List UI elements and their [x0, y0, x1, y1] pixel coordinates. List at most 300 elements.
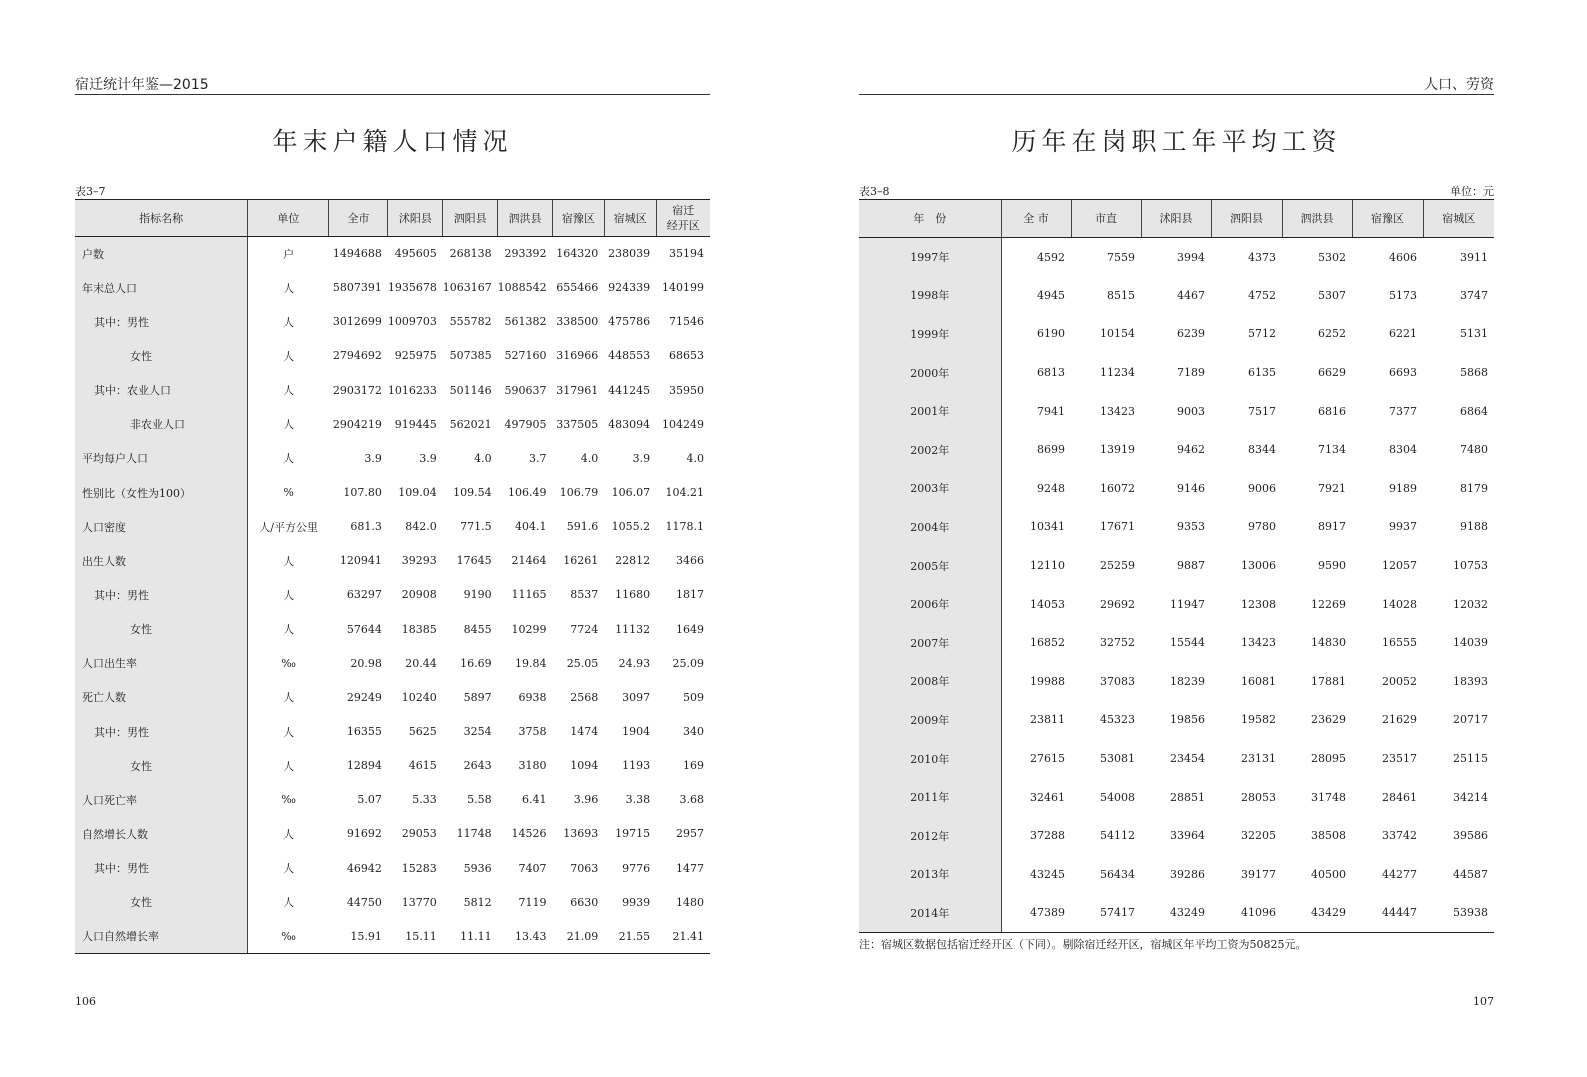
value-cell: 6864 — [1460, 404, 1488, 418]
value-cell: 4615 — [408, 759, 437, 773]
value-cell: 3994 — [1177, 250, 1205, 264]
value-cell: 7134 — [1318, 443, 1346, 457]
table-row — [859, 430, 1494, 469]
value-cell: 14526 — [511, 827, 547, 841]
value-cell: 501146 — [449, 383, 492, 397]
year-cell: 2014年 — [859, 894, 1001, 933]
row-label: 其中：男性 — [94, 725, 149, 739]
unit-cell: 人 — [283, 349, 295, 363]
row-label-cell — [75, 305, 248, 339]
year-cell: 1997年 — [859, 238, 1001, 277]
value-cell: 11947 — [1170, 597, 1205, 611]
value-cell: 8304 — [1389, 443, 1417, 457]
year-cell: 2005年 — [859, 546, 1001, 585]
unit-cell: 人 — [283, 418, 295, 432]
value-cell: 13423 — [1241, 636, 1276, 650]
value-cell: 11165 — [511, 588, 547, 602]
page-title-right: 历年在岗职工年平均工资 — [1011, 127, 1342, 156]
value-cell: 5936 — [463, 861, 492, 875]
value-cell: 14053 — [1030, 597, 1065, 611]
value-cell: 5897 — [463, 690, 492, 704]
unit-cell: 人/平方公里 — [259, 520, 318, 534]
value-cell: 340 — [683, 725, 704, 739]
value-cell: 25259 — [1100, 559, 1135, 573]
table-row — [75, 271, 710, 305]
row-label: 人口死亡率 — [82, 793, 137, 807]
value-cell: 20.44 — [405, 656, 437, 670]
value-cell: 15.11 — [388, 919, 443, 953]
value-cell: 28461 — [1382, 790, 1417, 804]
value-cell: 5807391 — [332, 281, 382, 295]
unit-cell: % — [283, 486, 294, 500]
value-cell: 47389 — [1001, 894, 1071, 933]
row-label-cell — [75, 578, 248, 612]
value-cell: 46942 — [346, 861, 382, 875]
value-cell: 11748 — [456, 827, 492, 841]
table-row — [75, 578, 710, 612]
value-cell: 8537 — [570, 588, 599, 602]
value-cell: 14028 — [1382, 597, 1417, 611]
value-cell: 1193 — [622, 759, 651, 773]
value-cell: 39293 — [401, 554, 437, 568]
value-cell: 2794692 — [332, 349, 382, 363]
value-cell: 3.68 — [679, 793, 704, 807]
value-cell: 27615 — [1030, 752, 1065, 766]
year-cell: 1999年 — [859, 315, 1001, 354]
row-label-cell — [75, 475, 248, 509]
column-header: 宿城区 — [604, 200, 656, 237]
value-cell: 3097 — [622, 690, 651, 704]
value-cell: 6.41 — [521, 793, 547, 807]
row-label: 其中：农业人口 — [94, 384, 171, 398]
value-cell: 1480 — [676, 895, 704, 909]
value-cell: 12110 — [1030, 559, 1065, 573]
value-cell: 316966 — [556, 349, 599, 363]
value-cell: 7480 — [1460, 443, 1488, 457]
row-label-cell — [75, 544, 248, 578]
value-cell: 10299 — [511, 622, 547, 636]
table-row — [75, 919, 710, 953]
value-cell: 1474 — [570, 725, 599, 739]
value-cell: 5131 — [1460, 327, 1488, 341]
value-cell: 1904 — [622, 725, 651, 739]
table-row — [859, 585, 1494, 624]
value-cell: 561382 — [504, 315, 547, 329]
unit-cell: ‰ — [281, 656, 296, 670]
unit-cell: 人 — [283, 384, 295, 398]
year-cell: 2001年 — [859, 392, 1001, 431]
value-cell: 13919 — [1100, 443, 1135, 457]
value-cell: 6190 — [1037, 327, 1065, 341]
value-cell: 3911 — [1460, 250, 1488, 264]
row-label: 女性 — [130, 759, 152, 773]
value-cell: 6816 — [1318, 404, 1346, 418]
value-cell: 7377 — [1389, 404, 1417, 418]
value-cell: 38508 — [1311, 829, 1346, 843]
row-label: 性别比（女性为100） — [82, 486, 191, 500]
value-cell: 10240 — [401, 690, 437, 704]
row-label: 女性 — [130, 896, 152, 910]
value-cell: 293392 — [504, 247, 547, 261]
row-label: 人口自然增长率 — [82, 930, 159, 944]
unit-cell: 户 — [283, 247, 295, 261]
value-cell: 21464 — [511, 554, 547, 568]
value-cell: 9887 — [1177, 559, 1205, 573]
value-cell: 7559 — [1107, 250, 1135, 264]
table-row — [75, 749, 710, 783]
value-cell: 120941 — [339, 554, 382, 568]
value-cell: 23517 — [1382, 752, 1417, 766]
value-cell: 9353 — [1177, 520, 1205, 534]
value-cell: 2568 — [570, 690, 599, 704]
value-cell: 7921 — [1318, 481, 1346, 495]
value-cell: 106.79 — [559, 486, 599, 500]
year-cell: 2009年 — [859, 701, 1001, 740]
table-row — [75, 851, 710, 885]
value-cell: 29692 — [1100, 597, 1135, 611]
value-cell: 5.33 — [412, 793, 437, 807]
year-cell: 2002年 — [859, 430, 1001, 469]
page-number-right: 107 — [1473, 995, 1494, 1008]
unit-cell: ‰ — [248, 919, 329, 953]
value-cell: 23629 — [1311, 713, 1346, 727]
table-row — [75, 339, 710, 373]
table-row — [75, 237, 710, 271]
value-cell: 44587 — [1453, 867, 1488, 881]
value-cell: 1817 — [676, 588, 704, 602]
table-row — [75, 680, 710, 714]
table-row — [859, 315, 1494, 354]
table-number-right: 表3–8 — [859, 185, 890, 198]
value-cell: 10341 — [1030, 520, 1065, 534]
row-label: 人口密度 — [82, 520, 126, 534]
value-cell: 3758 — [518, 725, 547, 739]
column-header: 泗洪县 — [498, 200, 553, 237]
year-cell: 2003年 — [859, 469, 1001, 508]
value-cell: 35950 — [669, 383, 704, 397]
value-cell: 22812 — [615, 554, 651, 568]
value-cell: 12269 — [1311, 597, 1346, 611]
value-cell: 57644 — [346, 622, 382, 636]
value-cell: 19856 — [1170, 713, 1205, 727]
value-cell: 63297 — [346, 588, 382, 602]
unit-cell: 人 — [283, 759, 295, 773]
value-cell: 19.84 — [514, 656, 547, 670]
value-cell: 6813 — [1037, 366, 1065, 380]
value-cell: 107.80 — [343, 486, 382, 500]
value-cell: 13693 — [563, 827, 599, 841]
column-header: 全市 — [329, 200, 388, 237]
value-cell: 12308 — [1241, 597, 1276, 611]
table-row — [75, 783, 710, 817]
table-row — [75, 441, 710, 475]
value-cell: 43249 — [1141, 894, 1211, 933]
value-cell: 23811 — [1030, 713, 1065, 727]
row-label-cell — [75, 680, 248, 714]
year-cell: 1998年 — [859, 276, 1001, 315]
unit-note: 单位：元 — [1450, 185, 1494, 198]
value-cell: 25.05 — [566, 656, 599, 670]
row-label-cell — [75, 646, 248, 680]
page-title-left: 年末户籍人口情况 — [272, 127, 513, 156]
table-row — [75, 646, 710, 680]
value-cell: 25115 — [1453, 752, 1488, 766]
value-cell: 39177 — [1241, 867, 1276, 881]
unit-cell: 人 — [283, 862, 295, 876]
value-cell: 16852 — [1030, 636, 1065, 650]
column-header: 全 市 — [1001, 200, 1071, 238]
value-cell: 8515 — [1107, 288, 1135, 302]
value-cell: 4592 — [1037, 250, 1065, 264]
value-cell: 28095 — [1311, 752, 1346, 766]
value-cell: 591.6 — [566, 520, 599, 534]
row-label: 死亡人数 — [82, 691, 126, 705]
row-label: 其中：男性 — [94, 588, 149, 602]
value-cell: 3.9 — [364, 451, 382, 465]
value-cell: 5.07 — [357, 793, 382, 807]
value-cell: 5.58 — [467, 793, 492, 807]
table-row — [859, 276, 1494, 315]
value-cell: 497905 — [504, 417, 547, 431]
unit-cell: 人 — [283, 588, 295, 602]
value-cell: 57417 — [1071, 894, 1141, 933]
value-cell: 441245 — [608, 383, 651, 397]
value-cell: 10154 — [1100, 327, 1135, 341]
column-header: 宿迁 经开区 — [656, 200, 710, 237]
year-cell: 2013年 — [859, 855, 1001, 894]
value-cell: 33964 — [1170, 829, 1205, 843]
year-cell: 2010年 — [859, 739, 1001, 778]
table-header-row — [75, 200, 710, 237]
table-row — [859, 778, 1494, 817]
value-cell: 106.07 — [611, 486, 651, 500]
year-cell: 2004年 — [859, 508, 1001, 547]
row-label: 女性 — [130, 623, 152, 637]
value-cell: 4752 — [1248, 288, 1276, 302]
value-cell: 39286 — [1170, 867, 1205, 881]
value-cell: 842.0 — [405, 520, 437, 534]
unit-cell: 人 — [283, 281, 295, 295]
value-cell: 40500 — [1311, 867, 1346, 881]
value-cell: 9939 — [622, 895, 651, 909]
value-cell: 9006 — [1248, 481, 1276, 495]
row-label: 出生人数 — [82, 554, 126, 568]
value-cell: 9780 — [1248, 520, 1276, 534]
value-cell: 771.5 — [460, 520, 492, 534]
value-cell: 53081 — [1100, 752, 1135, 766]
value-cell: 39586 — [1453, 829, 1488, 843]
value-cell: 14830 — [1311, 636, 1346, 650]
value-cell: 21.09 — [552, 919, 604, 953]
value-cell: 9590 — [1318, 559, 1346, 573]
value-cell: 11132 — [615, 622, 651, 636]
value-cell: 238039 — [608, 247, 651, 261]
table-row — [75, 612, 710, 646]
table-row — [859, 739, 1494, 778]
value-cell: 7517 — [1248, 404, 1276, 418]
value-cell: 140199 — [662, 281, 704, 295]
value-cell: 15.91 — [329, 919, 388, 953]
table-row — [75, 885, 710, 919]
value-cell: 16081 — [1241, 674, 1276, 688]
value-cell: 13423 — [1100, 404, 1135, 418]
value-cell: 655466 — [556, 281, 599, 295]
value-cell: 555782 — [449, 315, 492, 329]
table-row — [859, 469, 1494, 508]
value-cell: 56434 — [1100, 867, 1135, 881]
header-rule-right — [859, 94, 1494, 95]
value-cell: 13770 — [401, 895, 437, 909]
column-header: 年 份 — [859, 200, 1001, 238]
value-cell: 5307 — [1318, 288, 1346, 302]
value-cell: 5302 — [1318, 250, 1346, 264]
column-header: 沭阳县 — [388, 200, 443, 237]
value-cell: 3254 — [463, 725, 492, 739]
row-label: 人口出生率 — [82, 657, 137, 671]
value-cell: 2957 — [676, 827, 704, 841]
value-cell: 10753 — [1453, 559, 1488, 573]
value-cell: 495605 — [394, 247, 437, 261]
table-row — [75, 305, 710, 339]
value-cell: 35194 — [669, 247, 704, 261]
value-cell: 338500 — [556, 315, 599, 329]
value-cell: 9937 — [1389, 520, 1417, 534]
value-cell: 3466 — [676, 554, 704, 568]
value-cell: 7119 — [518, 895, 547, 909]
table-row — [75, 714, 710, 748]
column-header: 指标名称 — [75, 200, 248, 237]
value-cell: 15283 — [401, 861, 437, 875]
row-label-cell — [75, 271, 248, 305]
value-cell: 4.0 — [580, 451, 599, 465]
wage-table — [859, 199, 1494, 933]
value-cell: 4606 — [1389, 250, 1417, 264]
table-row — [75, 475, 710, 509]
value-cell: 9189 — [1389, 481, 1417, 495]
value-cell: 16.69 — [460, 656, 492, 670]
row-label: 自然增长人数 — [82, 827, 148, 841]
value-cell: 1088542 — [497, 281, 547, 295]
table-row — [859, 546, 1494, 585]
unit-cell: ‰ — [281, 793, 296, 807]
value-cell: 448553 — [608, 349, 651, 363]
year-cell: 2000年 — [859, 353, 1001, 392]
value-cell: 43429 — [1282, 894, 1352, 933]
value-cell: 9146 — [1177, 481, 1205, 495]
value-cell: 1935678 — [387, 281, 437, 295]
footnote: 注：宿城区数据包括宿迁经开区（下同）。剔除宿迁经开区，宿城区年平均工资为50825元。 — [859, 938, 1307, 951]
column-header: 市直 — [1071, 200, 1141, 238]
row-label-cell — [75, 612, 248, 646]
value-cell: 2643 — [463, 759, 492, 773]
value-cell: 404.1 — [514, 520, 547, 534]
value-cell: 3.9 — [632, 451, 651, 465]
right-page — [793, 0, 1587, 1077]
value-cell: 19582 — [1241, 713, 1276, 727]
value-cell: 16555 — [1382, 636, 1417, 650]
table-row — [859, 392, 1494, 431]
value-cell: 21.41 — [656, 919, 710, 953]
value-cell: 169 — [683, 759, 704, 773]
value-cell: 17645 — [456, 554, 492, 568]
value-cell: 37083 — [1100, 674, 1135, 688]
value-cell: 6135 — [1248, 366, 1276, 380]
value-cell: 28851 — [1170, 790, 1205, 804]
value-cell: 1009703 — [387, 315, 437, 329]
value-cell: 9003 — [1177, 404, 1205, 418]
value-cell: 17881 — [1311, 674, 1346, 688]
value-cell: 29249 — [346, 690, 382, 704]
value-cell: 5812 — [463, 895, 492, 909]
value-cell: 34214 — [1453, 790, 1488, 804]
table-row — [75, 373, 710, 407]
value-cell: 8455 — [463, 622, 492, 636]
value-cell: 1094 — [570, 759, 599, 773]
unit-cell: 人 — [283, 691, 295, 705]
year-cell: 2008年 — [859, 662, 1001, 701]
row-label-cell — [75, 919, 248, 953]
value-cell: 43245 — [1030, 867, 1065, 881]
table-row — [859, 662, 1494, 701]
value-cell: 924339 — [608, 281, 651, 295]
table-row — [859, 894, 1494, 933]
value-cell: 41096 — [1211, 894, 1282, 933]
value-cell: 164320 — [556, 247, 599, 261]
value-cell: 18385 — [401, 622, 437, 636]
value-cell: 31748 — [1311, 790, 1346, 804]
value-cell: 21629 — [1382, 713, 1417, 727]
value-cell: 12894 — [346, 759, 382, 773]
value-cell: 24.93 — [618, 656, 651, 670]
year-cell: 2012年 — [859, 816, 1001, 855]
row-label-cell — [75, 339, 248, 373]
value-cell: 91692 — [346, 827, 382, 841]
year-cell: 2011年 — [859, 778, 1001, 817]
value-cell: 18393 — [1453, 674, 1488, 688]
unit-cell: 人 — [283, 452, 295, 466]
value-cell: 6252 — [1318, 327, 1346, 341]
column-header: 宿豫区 — [552, 200, 604, 237]
row-label-cell — [75, 441, 248, 475]
value-cell: 25.09 — [672, 656, 704, 670]
value-cell: 9190 — [463, 588, 492, 602]
row-label-cell — [75, 373, 248, 407]
value-cell: 527160 — [504, 349, 547, 363]
value-cell: 109.04 — [398, 486, 437, 500]
unit-cell: 人 — [283, 315, 295, 329]
value-cell: 11680 — [615, 588, 651, 602]
value-cell: 53938 — [1423, 894, 1494, 933]
value-cell: 32752 — [1100, 636, 1135, 650]
row-label: 其中：男性 — [94, 315, 149, 329]
value-cell: 4.0 — [686, 451, 704, 465]
value-cell: 71546 — [669, 315, 704, 329]
value-cell: 14039 — [1453, 636, 1488, 650]
value-cell: 919445 — [394, 417, 437, 431]
row-label-cell — [75, 714, 248, 748]
value-cell: 16355 — [346, 725, 382, 739]
year-cell: 2006年 — [859, 585, 1001, 624]
table-row — [75, 510, 710, 544]
value-cell: 44277 — [1382, 867, 1417, 881]
value-cell: 54008 — [1100, 790, 1135, 804]
value-cell: 17671 — [1100, 520, 1135, 534]
column-header: 宿城区 — [1423, 200, 1494, 238]
unit-cell: 人 — [283, 725, 295, 739]
value-cell: 104.21 — [665, 486, 704, 500]
column-header: 单位 — [248, 200, 329, 237]
value-cell: 18239 — [1170, 674, 1205, 688]
